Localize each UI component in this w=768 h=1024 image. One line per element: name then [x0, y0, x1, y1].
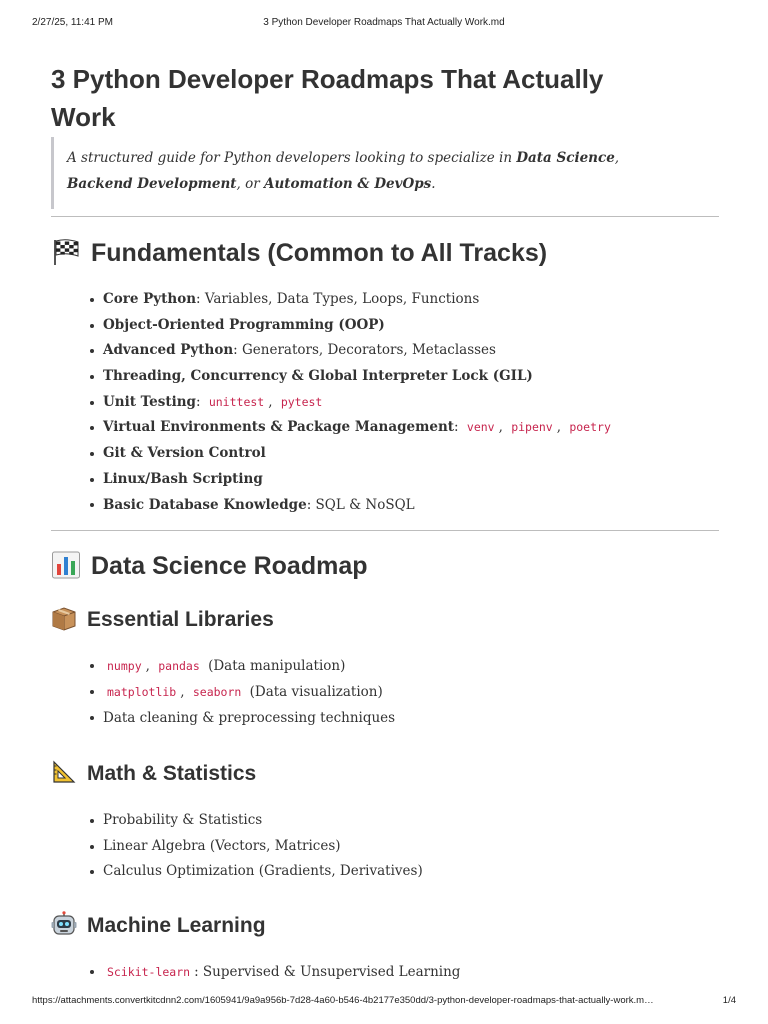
- page-number: 1/4: [722, 995, 736, 1006]
- bar-chart-icon: [51, 550, 81, 580]
- inline-code: pipenv: [511, 420, 553, 435]
- intro-data-science: Data Science: [516, 150, 615, 166]
- list-item: [103, 415, 703, 441]
- item-text: Data cleaning & preprocessing techniques: [103, 710, 396, 726]
- intro-prefix: A structured guide for Python developers looking to specialize in: [67, 150, 517, 166]
- list-item: [103, 441, 703, 467]
- list-item: [103, 467, 703, 493]
- item-bold: Threading, Concurrency & Global Interpreter Lock (GIL): [103, 368, 533, 385]
- item-sep: ,: [180, 684, 185, 700]
- print-doc-title: 3 Python Developer Roadmaps That Actually Work.md: [263, 17, 505, 28]
- list-item: [103, 653, 703, 679]
- fundamentals-list: [51, 287, 703, 518]
- item-text: (Data visualization): [249, 684, 383, 700]
- list-item: Linear Algebra (Vectors, Matrices): [103, 834, 703, 860]
- inline-code: seaborn: [192, 685, 242, 699]
- inline-code: Scikit-learn: [107, 965, 191, 979]
- item-text: (Data manipulation): [208, 658, 346, 674]
- package-icon: [51, 605, 77, 631]
- item-bold: Git & Version Control: [103, 445, 266, 462]
- list-item: Calculus Optimization (Gradients, Derivatives): [103, 859, 703, 885]
- inline-code: numpy: [107, 659, 142, 673]
- intro-automation: Automation & DevOps: [263, 176, 432, 192]
- robot-icon: [51, 911, 77, 937]
- document-title: 3 Python Developer Roadmaps That Actually Work: [51, 64, 604, 132]
- intro-sep2: , or: [236, 176, 264, 192]
- essential-libraries-heading-text: Essential Libraries: [87, 608, 274, 631]
- item-bold: Linux/Bash Scripting: [103, 470, 263, 487]
- item-text: : Supervised & Unsupervised Learning: [194, 964, 461, 980]
- item-bold: Basic Database Knowledge: [103, 496, 307, 513]
- list-item: Probability & Statistics: [103, 808, 703, 834]
- fundamentals-heading-text: Fundamentals (Common to All Tracks): [91, 239, 548, 267]
- list-item: [103, 705, 703, 731]
- inline-code: pytest: [280, 394, 323, 409]
- item-text: : SQL & NoSQL: [306, 496, 415, 513]
- intro-blockquote: [51, 137, 651, 209]
- print-date: 2/27/25, 11:41 PM: [32, 17, 113, 28]
- item-text: : Generators, Decorators, Metaclasses: [233, 342, 496, 359]
- item-bold: Object-Oriented Programming (OOP): [103, 316, 385, 333]
- machine-learning-heading-text: Machine Learning: [87, 914, 266, 937]
- list-item: [103, 679, 703, 705]
- machine-learning-heading: [51, 911, 266, 941]
- intro-sep1: ,: [614, 150, 620, 166]
- data-science-heading-text: Data Science Roadmap: [91, 552, 368, 580]
- item-bold: Advanced Python: [103, 342, 234, 359]
- list-item: [103, 338, 703, 364]
- item-sep: ,: [498, 419, 503, 436]
- essential-libraries-heading: [51, 605, 274, 635]
- machine-learning-list: [51, 959, 703, 985]
- print-url: https://attachments.convertkitcdnn2.com/1605941/9a9a956b-7d28-4a60-b546-4b2177e350dd/3-python-developer-roadmaps-that-actually-work.m…: [32, 995, 654, 1006]
- item-bold: Unit Testing: [103, 393, 196, 410]
- item-sep: :: [454, 419, 459, 436]
- checkered-flag-icon: [51, 237, 81, 267]
- math-statistics-heading-text: Math & Statistics: [87, 762, 257, 785]
- inline-code: unittest: [208, 394, 265, 409]
- item-bold: Core Python: [103, 291, 197, 307]
- data-science-heading: [51, 549, 368, 583]
- math-statistics-list: [51, 808, 703, 885]
- item-sep: ,: [145, 658, 150, 674]
- essential-libraries-list: [51, 653, 703, 731]
- item-sep: ,: [268, 393, 273, 410]
- divider: [51, 530, 719, 531]
- inline-code: venv: [466, 420, 495, 435]
- item-sep: :: [195, 393, 201, 410]
- print-header: [32, 17, 736, 31]
- item-sep: ,: [556, 419, 562, 436]
- item-text: : Variables, Data Types, Loops, Functions: [196, 291, 480, 307]
- print-footer: [32, 995, 736, 1009]
- fundamentals-heading: [51, 236, 547, 270]
- list-item: [103, 313, 703, 339]
- list-item: [103, 959, 703, 985]
- triangular-ruler-icon: [51, 759, 77, 785]
- list-item: [103, 364, 703, 390]
- inline-code: matplotlib: [107, 685, 177, 699]
- intro-suffix: .: [431, 176, 436, 192]
- list-item: [103, 390, 703, 416]
- intro-backend: Backend Development: [67, 176, 237, 192]
- divider: [51, 216, 719, 217]
- inline-code: poetry: [569, 420, 611, 435]
- inline-code: pandas: [158, 659, 200, 673]
- list-item: [103, 287, 703, 313]
- item-bold: Virtual Environments & Package Management: [103, 419, 455, 436]
- math-statistics-heading: [51, 759, 256, 789]
- list-item: [103, 493, 703, 519]
